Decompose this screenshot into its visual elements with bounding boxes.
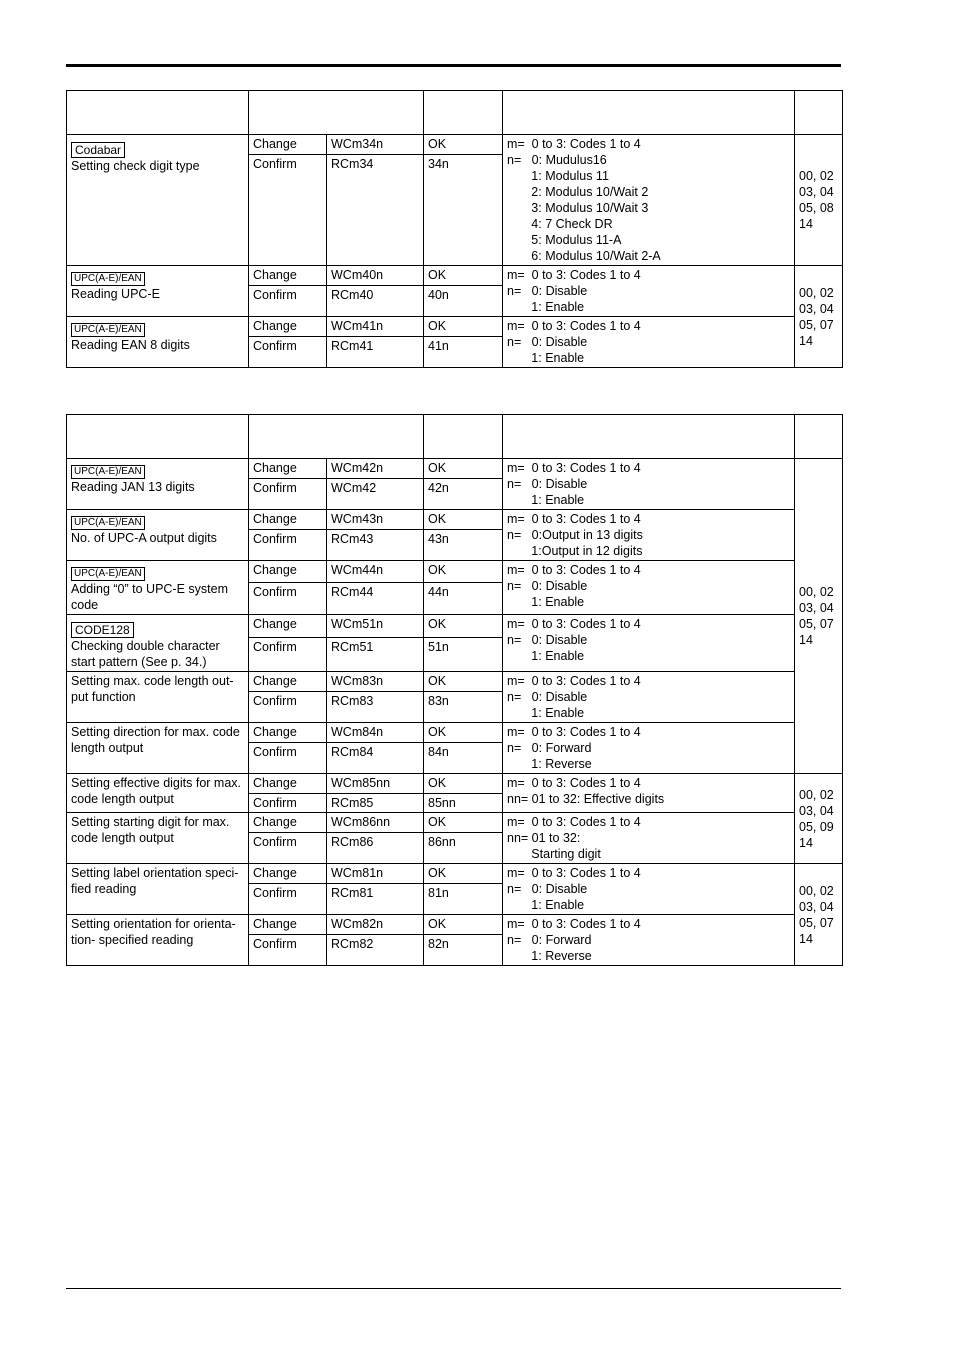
parameter-line: m= 0 to 3: Codes 1 to 4 bbox=[507, 137, 641, 151]
parameter-cell bbox=[503, 317, 795, 368]
parameter-line: 1: Enable bbox=[507, 706, 585, 720]
confirm-label: Confirm bbox=[249, 479, 327, 510]
parameter-line: Starting digit bbox=[507, 847, 601, 861]
confirm-response: 85nn bbox=[424, 794, 503, 813]
confirm-response: 44n bbox=[424, 582, 503, 614]
header-cell-desc bbox=[67, 415, 249, 459]
function-cell bbox=[67, 510, 249, 561]
header-cell-resp bbox=[424, 415, 503, 459]
parameter-line: m= 0 to 3: Codes 1 to 4 bbox=[507, 776, 641, 790]
change-label: Change bbox=[249, 915, 327, 935]
change-command: WCm81n bbox=[327, 864, 424, 884]
table-row bbox=[67, 672, 843, 692]
parameter-cell bbox=[503, 915, 795, 966]
error-code-line: 00, 02 bbox=[799, 883, 834, 898]
error-code-line: 14 bbox=[799, 333, 813, 348]
confirm-command: RCm40 bbox=[327, 286, 424, 317]
change-label: Change bbox=[249, 135, 327, 155]
function-cell bbox=[67, 615, 249, 672]
parameter-cell bbox=[503, 459, 795, 510]
function-description: Reading JAN 13 digits bbox=[71, 480, 195, 494]
parameter-line: n= 0: Mudulus16 bbox=[507, 153, 607, 167]
change-command: WCm84n bbox=[327, 723, 424, 743]
parameter-line: m= 0 to 3: Codes 1 to 4 bbox=[507, 617, 641, 631]
code-type-tag: UPC(A-E)/EAN bbox=[71, 516, 145, 530]
table-row bbox=[67, 317, 843, 337]
error-code-line: 14 bbox=[799, 217, 813, 231]
change-command: WCm34n bbox=[327, 135, 424, 155]
confirm-command: RCm44 bbox=[327, 582, 424, 614]
parameter-line: nn= 01 to 32: Effective digits bbox=[507, 792, 665, 806]
header-cell-cmd-a bbox=[249, 91, 424, 135]
function-cell bbox=[67, 561, 249, 615]
parameter-cell bbox=[503, 615, 795, 672]
table-row bbox=[67, 864, 843, 884]
parameter-line: n= 0: Disable bbox=[507, 284, 588, 298]
confirm-label: Confirm bbox=[249, 155, 327, 266]
function-description: Reading UPC-E bbox=[71, 287, 160, 301]
error-codes-cell bbox=[795, 864, 843, 966]
parameter-cell bbox=[503, 561, 795, 615]
confirm-response: 51n bbox=[424, 637, 503, 671]
header-cell-codes bbox=[795, 415, 843, 459]
error-code-line: 00, 02 bbox=[799, 285, 834, 300]
confirm-command: WCm42 bbox=[327, 479, 424, 510]
header-cell-resp bbox=[424, 91, 503, 135]
parameter-line: 1: Enable bbox=[507, 351, 585, 365]
parameter-line: n= 0:Output in 13 digits bbox=[507, 528, 643, 542]
table-row bbox=[67, 459, 843, 479]
error-code-line: 03, 04 bbox=[799, 601, 834, 615]
change-label: Change bbox=[249, 813, 327, 833]
confirm-label: Confirm bbox=[249, 637, 327, 671]
change-response: OK bbox=[424, 317, 503, 337]
parameter-line: 1: Modulus 11 bbox=[507, 169, 609, 183]
code-type-tag: CODE128 bbox=[71, 622, 134, 638]
change-command: WCm83n bbox=[327, 672, 424, 692]
confirm-response: 41n bbox=[424, 337, 503, 368]
confirm-response: 84n bbox=[424, 743, 503, 774]
function-description: Setting effective digits for max. code length output bbox=[71, 776, 241, 806]
parameter-line: 5: Modulus 11-A bbox=[507, 233, 622, 247]
error-code-line: 14 bbox=[799, 931, 813, 946]
function-cell bbox=[67, 459, 249, 510]
error-code-line: 05, 09 bbox=[799, 819, 834, 834]
function-cell bbox=[67, 864, 249, 915]
parameter-cell bbox=[503, 864, 795, 915]
error-codes-cell bbox=[795, 774, 843, 864]
table-row bbox=[67, 561, 843, 583]
parameter-line: n= 0: Disable bbox=[507, 633, 588, 647]
change-label: Change bbox=[249, 774, 327, 794]
confirm-command: RCm85 bbox=[327, 794, 424, 813]
header-cell-params bbox=[503, 415, 795, 459]
confirm-command: RCm34 bbox=[327, 155, 424, 266]
table-row bbox=[67, 266, 843, 286]
change-command: WCm41n bbox=[327, 317, 424, 337]
confirm-label: Confirm bbox=[249, 286, 327, 317]
table-header-row bbox=[67, 415, 843, 459]
confirm-command: RCm43 bbox=[327, 530, 424, 561]
error-code-line: 03, 04 bbox=[799, 185, 834, 199]
change-command: WCm86nn bbox=[327, 813, 424, 833]
error-code-line: 05, 07 bbox=[799, 317, 834, 332]
table-row bbox=[67, 615, 843, 638]
error-codes-cell bbox=[795, 135, 843, 266]
change-command: WCm85nn bbox=[327, 774, 424, 794]
parameter-line: n= 0: Disable bbox=[507, 335, 588, 349]
function-cell bbox=[67, 915, 249, 966]
parameter-line: n= 0: Forward bbox=[507, 741, 592, 755]
change-command: WCm40n bbox=[327, 266, 424, 286]
change-response: OK bbox=[424, 774, 503, 794]
change-response: OK bbox=[424, 723, 503, 743]
parameter-cell bbox=[503, 510, 795, 561]
confirm-response: 34n bbox=[424, 155, 503, 266]
change-label: Change bbox=[249, 266, 327, 286]
parameter-cell bbox=[503, 266, 795, 317]
confirm-label: Confirm bbox=[249, 530, 327, 561]
change-response: OK bbox=[424, 672, 503, 692]
confirm-command: RCm81 bbox=[327, 884, 424, 915]
parameter-line: m= 0 to 3: Codes 1 to 4 bbox=[507, 512, 641, 526]
change-response: OK bbox=[424, 915, 503, 935]
function-description: Setting starting digit for max. code length output bbox=[71, 815, 230, 845]
function-description: Setting label orientation speci-fied reading bbox=[71, 866, 239, 896]
parameter-line: n= 0: Disable bbox=[507, 882, 588, 896]
parameter-line: m= 0 to 3: Codes 1 to 4 bbox=[507, 319, 641, 333]
change-response: OK bbox=[424, 510, 503, 530]
change-command: WCm51n bbox=[327, 615, 424, 638]
confirm-label: Confirm bbox=[249, 582, 327, 614]
confirm-label: Confirm bbox=[249, 884, 327, 915]
change-label: Change bbox=[249, 510, 327, 530]
code-type-tag: UPC(A-E)/EAN bbox=[71, 465, 145, 479]
confirm-label: Confirm bbox=[249, 692, 327, 723]
confirm-command: RCm86 bbox=[327, 833, 424, 864]
function-cell bbox=[67, 813, 249, 864]
change-response: OK bbox=[424, 459, 503, 479]
parameter-line: 1: Reverse bbox=[507, 757, 592, 771]
table-row bbox=[67, 774, 843, 794]
parameter-line: 4: 7 Check DR bbox=[507, 217, 613, 231]
parameter-line: 1: Reverse bbox=[507, 949, 592, 963]
confirm-command: RCm83 bbox=[327, 692, 424, 723]
parameter-line: m= 0 to 3: Codes 1 to 4 bbox=[507, 461, 641, 475]
header-cell-codes bbox=[795, 91, 843, 135]
parameter-line: m= 0 to 3: Codes 1 to 4 bbox=[507, 725, 641, 739]
parameter-line: 6: Modulus 10/Wait 2-A bbox=[507, 249, 661, 263]
error-code-line: 05, 07 bbox=[799, 617, 834, 631]
top-rule bbox=[66, 64, 841, 67]
function-description: Reading EAN 8 digits bbox=[71, 338, 190, 352]
code-type-tag: UPC(A-E)/EAN bbox=[71, 567, 145, 581]
parameter-cell bbox=[503, 672, 795, 723]
bottom-rule bbox=[66, 1288, 841, 1289]
function-cell bbox=[67, 135, 249, 266]
parameter-line: 2: Modulus 10/Wait 2 bbox=[507, 185, 649, 199]
header-cell-desc bbox=[67, 91, 249, 135]
confirm-response: 82n bbox=[424, 935, 503, 966]
confirm-label: Confirm bbox=[249, 794, 327, 813]
change-response: OK bbox=[424, 813, 503, 833]
parameter-line: m= 0 to 3: Codes 1 to 4 bbox=[507, 268, 641, 282]
error-code-line: 14 bbox=[799, 835, 813, 850]
parameter-line: 1:Output in 12 digits bbox=[507, 544, 643, 558]
error-code-line: 00, 02 bbox=[799, 787, 834, 802]
change-response: OK bbox=[424, 561, 503, 583]
function-description: Setting orientation for orienta-tion- specified reading bbox=[71, 917, 236, 947]
error-codes-cell bbox=[795, 459, 843, 774]
confirm-label: Confirm bbox=[249, 935, 327, 966]
confirm-label: Confirm bbox=[249, 833, 327, 864]
error-code-line: 00, 02 bbox=[799, 585, 834, 599]
table-row bbox=[67, 510, 843, 530]
header-cell-params bbox=[503, 91, 795, 135]
code-type-tag: UPC(A-E)/EAN bbox=[71, 272, 145, 286]
parameter-line: m= 0 to 3: Codes 1 to 4 bbox=[507, 563, 641, 577]
parameter-line: 1: Enable bbox=[507, 493, 585, 507]
change-response: OK bbox=[424, 615, 503, 638]
function-cell bbox=[67, 723, 249, 774]
parameter-line: nn= 01 to 32: bbox=[507, 831, 581, 845]
parameter-line: 1: Enable bbox=[507, 898, 585, 912]
parameter-line: n= 0: Disable bbox=[507, 579, 588, 593]
change-label: Change bbox=[249, 723, 327, 743]
table-row bbox=[67, 915, 843, 935]
change-label: Change bbox=[249, 459, 327, 479]
command-table-2 bbox=[66, 414, 843, 966]
parameter-cell bbox=[503, 774, 795, 813]
code-type-tag: UPC(A-E)/EAN bbox=[71, 323, 145, 337]
error-codes-cell bbox=[795, 266, 843, 368]
parameter-line: m= 0 to 3: Codes 1 to 4 bbox=[507, 674, 641, 688]
function-description: Checking double character start pattern (See p. 34.) bbox=[71, 639, 220, 669]
change-command: WCm82n bbox=[327, 915, 424, 935]
confirm-command: RCm51 bbox=[327, 637, 424, 671]
confirm-command: RCm41 bbox=[327, 337, 424, 368]
function-cell bbox=[67, 774, 249, 813]
change-label: Change bbox=[249, 561, 327, 583]
parameter-line: n= 0: Disable bbox=[507, 690, 588, 704]
confirm-command: RCm82 bbox=[327, 935, 424, 966]
change-response: OK bbox=[424, 864, 503, 884]
confirm-response: 86nn bbox=[424, 833, 503, 864]
parameter-line: 1: Enable bbox=[507, 300, 585, 314]
function-description: Setting check digit type bbox=[71, 159, 200, 173]
parameter-line: m= 0 to 3: Codes 1 to 4 bbox=[507, 866, 641, 880]
command-table-1 bbox=[66, 90, 843, 368]
change-label: Change bbox=[249, 864, 327, 884]
change-label: Change bbox=[249, 317, 327, 337]
error-code-line: 05, 08 bbox=[799, 201, 834, 215]
table-row bbox=[67, 813, 843, 833]
confirm-command: RCm84 bbox=[327, 743, 424, 774]
function-cell bbox=[67, 266, 249, 317]
parameter-line: n= 0: Disable bbox=[507, 477, 588, 491]
parameter-cell bbox=[503, 135, 795, 266]
confirm-response: 83n bbox=[424, 692, 503, 723]
error-code-line: 03, 04 bbox=[799, 803, 834, 818]
parameter-cell bbox=[503, 813, 795, 864]
parameter-line: 3: Modulus 10/Wait 3 bbox=[507, 201, 649, 215]
function-cell bbox=[67, 672, 249, 723]
function-description: Adding “0” to UPC-E system code bbox=[71, 582, 228, 612]
confirm-label: Confirm bbox=[249, 337, 327, 368]
table-row bbox=[67, 723, 843, 743]
confirm-label: Confirm bbox=[249, 743, 327, 774]
change-response: OK bbox=[424, 135, 503, 155]
change-response: OK bbox=[424, 266, 503, 286]
function-description: Setting direction for max. code length output bbox=[71, 725, 240, 755]
confirm-response: 81n bbox=[424, 884, 503, 915]
parameter-cell bbox=[503, 723, 795, 774]
table-header-row bbox=[67, 91, 843, 135]
function-cell bbox=[67, 317, 249, 368]
change-command: WCm43n bbox=[327, 510, 424, 530]
confirm-response: 40n bbox=[424, 286, 503, 317]
parameter-line: 1: Enable bbox=[507, 595, 585, 609]
parameter-line: m= 0 to 3: Codes 1 to 4 bbox=[507, 917, 641, 931]
code-type-tag: Codabar bbox=[71, 142, 125, 158]
table-row bbox=[67, 135, 843, 155]
header-cell-cmd-a bbox=[249, 415, 424, 459]
error-code-line: 03, 04 bbox=[799, 301, 834, 316]
change-label: Change bbox=[249, 615, 327, 638]
parameter-line: 1: Enable bbox=[507, 649, 585, 663]
parameter-line: m= 0 to 3: Codes 1 to 4 bbox=[507, 815, 641, 829]
confirm-response: 42n bbox=[424, 479, 503, 510]
confirm-response: 43n bbox=[424, 530, 503, 561]
change-command: WCm44n bbox=[327, 561, 424, 583]
error-code-line: 14 bbox=[799, 633, 813, 647]
parameter-line: n= 0: Forward bbox=[507, 933, 592, 947]
change-command: WCm42n bbox=[327, 459, 424, 479]
change-label: Change bbox=[249, 672, 327, 692]
error-code-line: 03, 04 bbox=[799, 899, 834, 914]
function-description: Setting max. code length out-put function bbox=[71, 674, 234, 704]
function-description: No. of UPC-A output digits bbox=[71, 531, 217, 545]
error-code-line: 00, 02 bbox=[799, 169, 834, 183]
error-code-line: 05, 07 bbox=[799, 915, 834, 930]
